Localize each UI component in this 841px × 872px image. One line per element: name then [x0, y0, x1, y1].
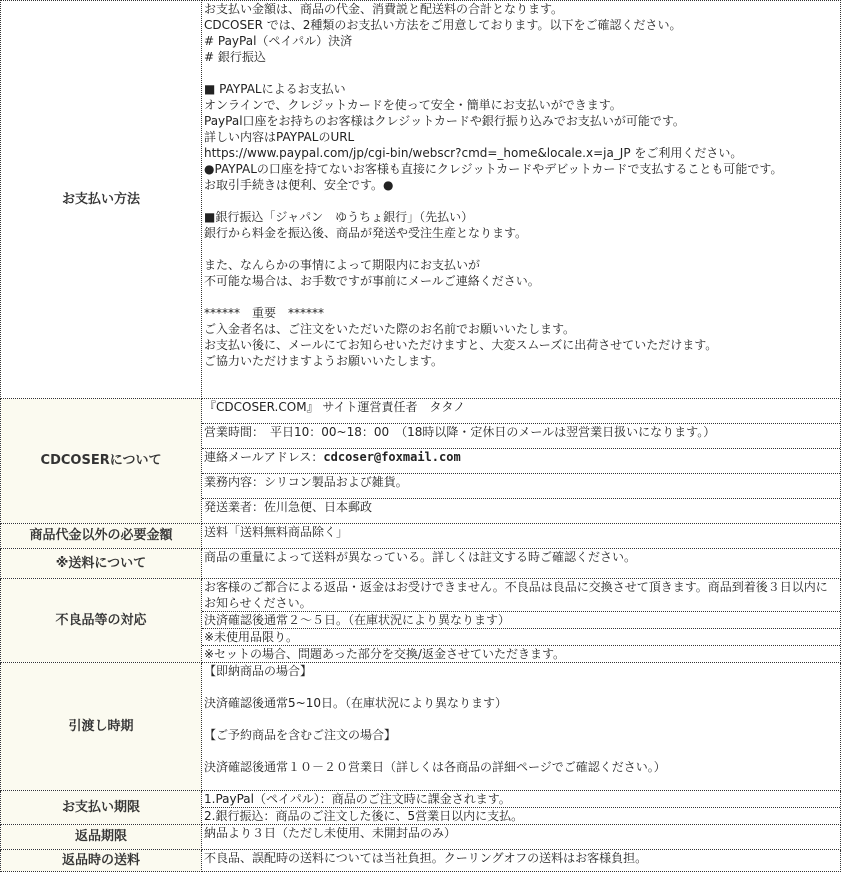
row-value: 商品の重量によって送料が異なっている。詳しくは註文する時ご確認ください。	[202, 549, 841, 579]
row-label: 返品時の送料	[1, 850, 202, 872]
contact-email	[202, 449, 840, 474]
table-row	[1, 850, 841, 872]
text-line: # 銀行振込	[204, 50, 266, 64]
row-value: ※セットの場合、問題あった部分を交換/返金させていただきます。	[204, 647, 566, 661]
text-line: 詳しい内容はPAYPALのURL	[204, 130, 355, 144]
text-line: PayPal口座をお持ちのお客様はクレジットカードや銀行振り込みでお支払いが可能です。	[204, 114, 685, 128]
payment-deadline-cell	[202, 791, 841, 825]
text-line: お支払い金額は、商品の代金、消費説と配送料の合計となります。	[204, 2, 564, 16]
delivery-cell	[202, 663, 841, 791]
shipping-carriers: 発送業者：佐川急便、日本郵政	[204, 500, 373, 514]
row-label: 引渡し時期	[1, 663, 202, 791]
table-row	[1, 579, 841, 663]
about-cell	[202, 399, 841, 524]
text-line: お取引手続きは便利、安全です。●	[204, 178, 394, 192]
text-line: 不可能な場合は、お手数ですが事前にメールご連絡ください。	[204, 274, 540, 288]
text-line: 【ご予約商品を含むご注文の場合】	[204, 728, 397, 742]
text-line: 銀行から料金を振込後、商品が発送や受注生産となります。	[204, 226, 528, 240]
row-value: お客様のご都合による返品・返金はお受けできません。不良品は良品に交換させて頂きます。商品到着後３日以内にお知らせください。	[202, 579, 840, 612]
table-row	[1, 825, 841, 850]
text-line: ご協力いただけますようお願いいたします。	[204, 354, 444, 368]
row-label: 返品期限	[1, 825, 202, 850]
table-row	[1, 791, 841, 825]
text-line: お支払い後に、メールにてお知らせいただけますと、大変スムーズに出荷させていただけます。	[204, 338, 718, 352]
text-line: また、なんらかの事情によって期限内にお支払いが	[204, 258, 481, 272]
row-value: 1.PayPal（ペイパル）：商品のご注文時に課金されます。	[202, 791, 840, 808]
table-row	[1, 399, 841, 524]
business-content: 業務内容：シリコン製品および雑貨。	[202, 474, 840, 499]
text-line	[204, 711, 838, 727]
text-line: ****** 重要 ******	[204, 306, 325, 320]
text-line	[204, 241, 838, 257]
row-value: 2.銀行振込：商品のご注文した後に、5営業日以内に支払。	[204, 809, 524, 823]
text-line: 【即納商品の場合】	[204, 664, 313, 678]
table-row	[1, 1, 841, 399]
text-line: ■ PAYPALによるお支払い	[204, 82, 346, 96]
defect-cell	[202, 579, 841, 663]
row-label: CDCOSERについて	[1, 399, 202, 524]
row-value: 納品より３日（ただし未使用、未開封品のみ）	[202, 825, 841, 850]
table-row	[1, 549, 841, 579]
text-line: 決済確認後通常１０－２０営業日（詳しくは各商品の詳細ページでご確認ください。）	[204, 760, 666, 774]
text-line: ご入金者名は、ご注文をいただいた際のお名前でお願いいたします。	[204, 322, 576, 336]
table-row	[1, 524, 841, 549]
text-line	[204, 743, 838, 759]
email-label: 連絡メールアドレス：	[204, 450, 324, 464]
text-line: 決済確認後通常5~10日。（在庫状況により異なります）	[204, 696, 507, 710]
text-line	[204, 289, 838, 305]
row-label: お支払い方法	[1, 1, 202, 399]
row-label: 不良品等の対応	[1, 579, 202, 663]
text-line: CDCOSER では、2種類のお支払い方法をご用意しております。以下をご確認ください。	[204, 18, 682, 32]
text-line	[204, 193, 838, 209]
row-value: 不良品、誤配時の送料については当社負担。クーリングオフの送料はお客様負担。	[202, 850, 841, 872]
text-line	[204, 679, 838, 695]
text-line: ●PAYPALの口座を持てないお客様も直接にクレジットカードやデビットカードで支払することも可能です。	[204, 162, 783, 176]
text-line: # PayPal（ペイパル）決済	[204, 34, 353, 48]
table-row	[1, 663, 841, 791]
row-value: 送料「送料無料商品除く」	[202, 524, 841, 549]
row-label: 商品代金以外の必要金額	[1, 524, 202, 549]
text-line: ■銀行振込「ジャパン ゆうちょ銀行」（先払い）	[204, 210, 474, 224]
operator: 『CDCOSER.COM』 サイト運営責任者 タタノ	[202, 399, 840, 424]
payment-methods-cell	[202, 1, 841, 399]
row-label: ※送料について	[1, 549, 202, 579]
email-link[interactable]: cdcoser@foxmail.com	[323, 450, 461, 464]
text-line: https://www.paypal.com/jp/cgi-bin/webscr?cmd=_home&locale.x=ja_JP をご利用ください。	[204, 146, 743, 160]
text-line	[204, 65, 838, 81]
row-value: 決済確認後通常２～５日。（在庫状況により異なります）	[202, 612, 840, 629]
row-value: ※未使用品限り。	[202, 629, 840, 646]
row-label: お支払い期限	[1, 791, 202, 825]
business-hours: 営業時間： 平日10：00~18：00 （18時以降・定休日のメールは翌営業日扱いになります。）	[202, 424, 840, 449]
text-line: オンラインで、クレジットカードを使って安全・簡単にお支払いができます。	[204, 98, 622, 112]
